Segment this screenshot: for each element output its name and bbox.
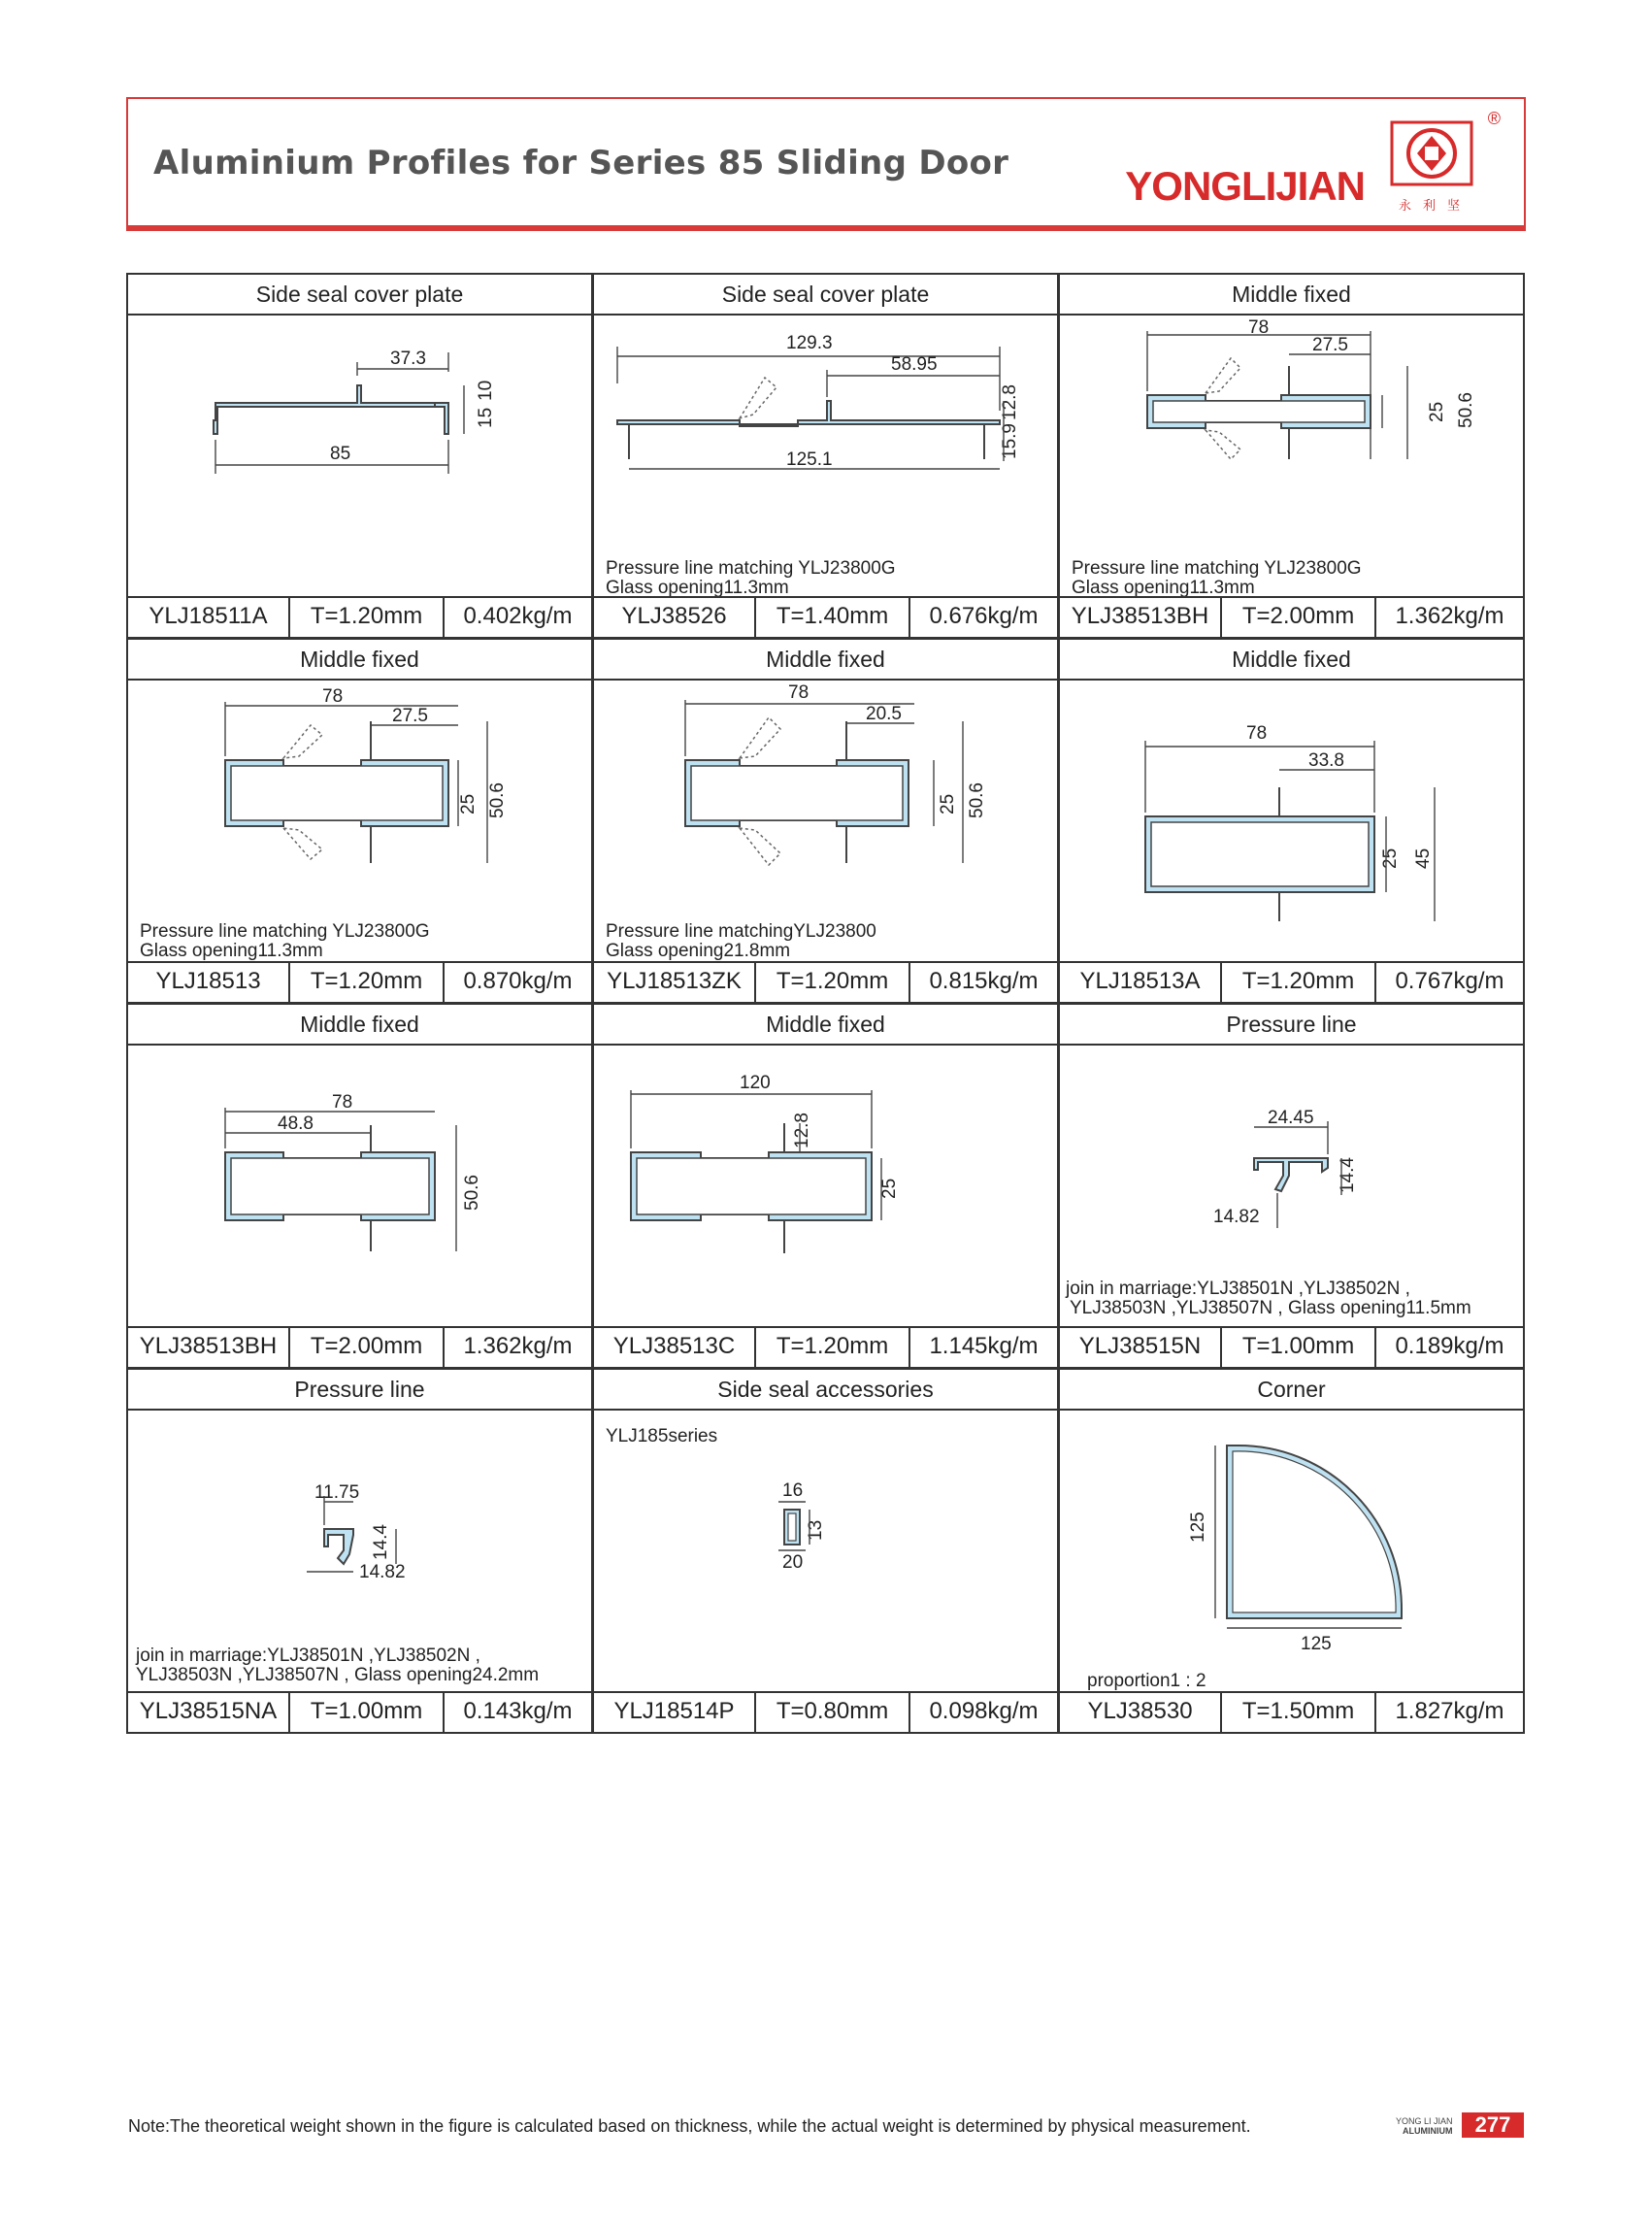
spec-row [594,961,1057,1002]
profile-weight: 0.676kg/m [929,603,1039,629]
dim-label: 11.75 [314,1482,360,1503]
profile-code: YLJ38513C [594,1328,756,1367]
profile-note: Pressure line matching YLJ23800G [140,921,430,942]
profile-card [592,1368,1059,1734]
dim-label: 50.6 [462,1175,482,1211]
dim-label: 120 [740,1073,771,1093]
card-title: Pressure line [128,1370,591,1411]
footer-brand-line-1: YONG LI JIAN [1396,2116,1453,2126]
dim-label: 27.5 [392,706,428,726]
profile-card [592,638,1059,1004]
dim-label: 20 [782,1552,804,1573]
card-title: Pressure line [1060,1005,1523,1046]
dim-label: 125.1 [786,449,833,470]
dim-label: 10 [476,380,496,401]
spec-row [1060,596,1523,637]
spec-row [128,596,591,637]
dim-label: 78 [1248,317,1270,338]
card-title: Middle fixed [128,640,591,681]
profile-weight: 0.402kg/m [463,603,573,629]
dim-label: 78 [332,1092,353,1113]
footer-note: Note:The theoretical weight shown in the figure is calculated based on thickness, while the actual weight is determined by physical measurement. [128,2116,1251,2136]
profile-thickness: T=1.00mm [290,1693,445,1732]
dim-label: 15 [476,407,496,428]
seal-strip [283,725,322,758]
card-title: Middle fixed [1060,275,1523,316]
dim-label: 14.4 [1338,1157,1358,1193]
profile-thickness: T=0.80mm [756,1693,910,1732]
profile-note: Pressure line matchingYLJ23800 [606,921,876,942]
dim-label: 25 [938,793,958,814]
profile-thickness: T=1.40mm [756,598,910,637]
profile-card [1058,1003,1525,1369]
profile-weight: 1.362kg/m [463,1333,573,1359]
profile-note: Glass opening11.3mm [606,578,789,598]
profile-thickness: T=1.20mm [756,1328,910,1367]
page-number: 277 [1462,2112,1524,2138]
profile-note: join in marriage:YLJ38501N ,YLJ38502N , [1066,1279,1410,1299]
card-title: Side seal cover plate [128,275,591,316]
dim-label: 37.3 [390,349,426,369]
spec-row [128,1691,591,1732]
dim-label: 50.6 [967,782,987,818]
profile-drawing [594,1044,1057,1328]
dim-label: 14.4 [371,1524,391,1560]
seal-strip [740,828,780,865]
dim-label: 58.95 [891,354,938,375]
dim-label: 14.82 [359,1562,406,1582]
profile-drawing [1060,1409,1523,1693]
profile-code: YLJ38513BH [1060,598,1222,637]
profile-thickness: T=1.00mm [1222,1328,1376,1367]
dim-label: 78 [1246,723,1268,744]
profile-card [1058,638,1525,1004]
profile-shape [214,385,448,434]
profile-note: Glass opening11.3mm [1072,578,1255,598]
profile-note: YLJ38503N ,YLJ38507N , Glass opening24.2mm [136,1665,540,1685]
spec-row [594,1691,1057,1732]
profile-weight: 0.870kg/m [463,968,573,994]
brand-logo-chinese: 永利坚 [1398,198,1471,213]
profile-note: Pressure line matching YLJ23800G [1072,558,1362,579]
dim-label: 24.45 [1268,1108,1314,1128]
seal-strip [283,828,322,859]
profile-code: YLJ18513A [1060,963,1222,1002]
dim-label: 50.6 [1456,392,1476,428]
seal-strip [740,378,776,418]
profile-code: YLJ38515N [1060,1328,1222,1367]
dim-label: 129.3 [786,333,833,353]
profile-drawing [1060,679,1523,963]
profile-drawing [1060,314,1523,598]
seal-strip [740,717,780,758]
profile-weight: 0.815kg/m [929,968,1039,994]
dim-label: 16 [782,1480,804,1501]
dim-label: 78 [788,682,809,703]
dim-label: 125 [1301,1634,1332,1654]
profile-code: YLJ38513BH [128,1328,290,1367]
page-header [126,97,1526,231]
profile-code: YLJ18514P [594,1693,756,1732]
profile-note: Pressure line matching YLJ23800G [606,558,896,579]
profile-code: YLJ18513 [128,963,290,1002]
spec-row [1060,1326,1523,1367]
spec-row [128,961,591,1002]
dim-label: 25 [879,1178,900,1199]
card-title: Middle fixed [594,640,1057,681]
dim-label: 78 [322,686,344,707]
profile-weight: 1.827kg/m [1395,1698,1504,1724]
registered-mark: ® [1487,109,1501,128]
spec-row [594,596,1057,637]
profile-weight: 0.143kg/m [463,1698,573,1724]
profile-thickness: T=1.50mm [1222,1693,1376,1732]
profile-note: Glass opening11.3mm [140,941,323,961]
card-title: Middle fixed [128,1005,591,1046]
profile-code: YLJ38526 [594,598,756,637]
seal-strip [1206,430,1240,459]
dim-label: 50.6 [487,782,508,818]
dim-label: 27.5 [1312,335,1348,355]
card-title: Side seal accessories [594,1370,1057,1411]
profile-card [1058,1368,1525,1734]
profile-note: Glass opening21.8mm [606,941,791,961]
profile-lip [435,403,448,434]
card-title: Middle fixed [594,1005,1057,1046]
profile-note: join in marriage:YLJ38501N ,YLJ38502N , [136,1645,480,1666]
profile-weight: 0.767kg/m [1395,968,1504,994]
spec-row [1060,961,1523,1002]
profile-code: YLJ38515NA [128,1693,290,1732]
profile-code: YLJ18513ZK [594,963,756,1002]
dim-label: 25 [1427,401,1447,422]
page-title: Aluminium Profiles for Series 85 Sliding Door [153,144,1009,183]
footer-brand-line-2: ALUMINIUM [1403,2126,1453,2136]
profile-note: YLJ38503N ,YLJ38507N , Glass opening11.5mm [1070,1298,1471,1318]
card-title: Corner [1060,1370,1523,1411]
profile-shape [617,401,1000,426]
profile-thickness: T=1.20mm [290,963,445,1002]
profile-card [592,273,1059,639]
profile-drawing [594,314,1057,598]
dim-label: 20.5 [866,704,902,724]
brand-name: YONGLIJIAN [1125,163,1365,209]
spec-row [128,1326,591,1367]
profile-note: YLJ185series [606,1426,718,1446]
profile-thickness: T=2.00mm [1222,598,1376,637]
spec-row [1060,1691,1523,1732]
profile-card [126,1368,593,1734]
profile-thickness: T=1.20mm [290,598,445,637]
profile-thickness: T=1.20mm [756,963,910,1002]
profile-thickness: T=1.20mm [1222,963,1376,1002]
profile-weight: 1.362kg/m [1395,603,1504,629]
profile-card [592,1003,1059,1369]
profile-drawing [594,1409,1057,1693]
profile-note: proportion1 : 2 [1087,1671,1206,1691]
dim-label: 33.8 [1308,750,1344,771]
card-title: Middle fixed [1060,640,1523,681]
profile-drawing [128,314,591,598]
dim-label: 15.9 [1000,423,1020,459]
dim-label: 25 [1380,848,1401,869]
profile-weight: 0.189kg/m [1395,1333,1504,1359]
profile-code: YLJ38530 [1060,1693,1222,1732]
profile-card [126,1003,593,1369]
dim-label: 125 [1188,1512,1208,1543]
profile-weight: 0.098kg/m [929,1698,1039,1724]
footer-brand [1396,2116,1453,2136]
spec-row [594,1326,1057,1367]
profile-thickness: T=2.00mm [290,1328,445,1367]
profile-drawing [128,1044,591,1328]
dim-label: 12.8 [792,1113,812,1148]
profile-card [126,638,593,1004]
dim-label: 12.8 [1000,384,1020,420]
profile-weight: 1.145kg/m [929,1333,1039,1359]
dim-label: 14.82 [1213,1207,1260,1227]
dim-label: 13 [806,1519,826,1541]
dim-label: 25 [458,793,479,814]
dim-label: 85 [330,444,351,464]
dim-label: 48.8 [278,1114,314,1134]
profile-code: YLJ18511A [128,598,290,637]
profile-card [126,273,593,639]
profile-shape [324,1529,353,1564]
dim-label: 45 [1413,848,1434,869]
seal-strip [1206,358,1240,393]
card-title: Side seal cover plate [594,275,1057,316]
profile-card [1058,273,1525,639]
profile-shape [1254,1158,1328,1191]
